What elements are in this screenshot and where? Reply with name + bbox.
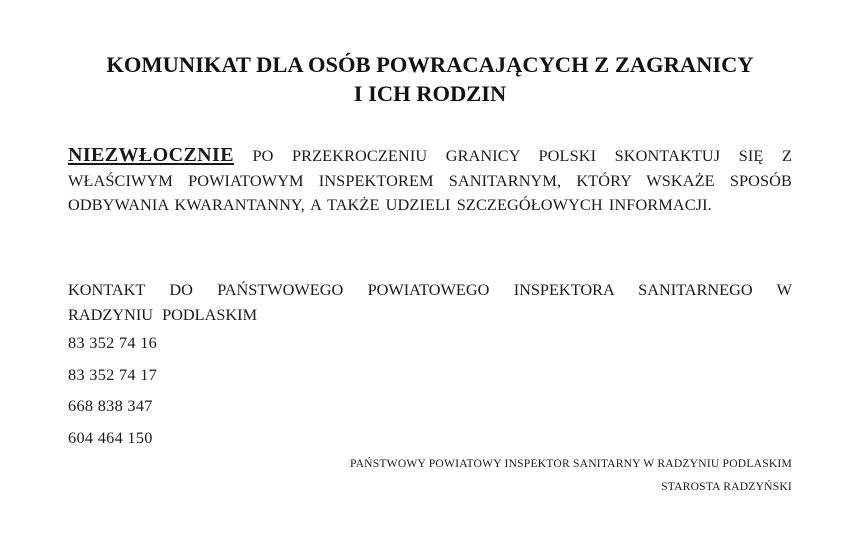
- phone-list: [68, 333, 157, 459]
- phone-number: 604 464 150: [68, 427, 153, 447]
- title-line-1: KOMUNIKAT DLA OSÓB POWRACAJĄCYCH Z ZAGRANICY: [106, 52, 754, 77]
- contact-heading: KONTAKT DO PAŃSTWOWEGO POWIATOWEGO INSPEKTORA SANITARNEGO W RADZYNIU PODLASKIM: [68, 280, 792, 324]
- phone-number: 83 352 74 16: [68, 333, 158, 352]
- notice-text: PO PRZEKROCZENIU GRANICY POLSKI SKONTAKTUJ SIĘ Z WŁAŚCIWYM POWIATOWYM INSPEKTOREM SANITARNYM, KTÓRY WSKAŻE SPOSÓB ODBYWANIA KWARANTANNY, A TAKŻE UDZIELI SZCZEGÓŁOWYCH INFORMACJI.: [68, 146, 792, 214]
- title-line-2: I ICH RODZIN: [353, 81, 507, 106]
- signature-inspector: PAŃSTWOWY POWIATOWY INSPEKTOR SANITARNY W RADZYNIU PODLASKIM: [350, 457, 792, 470]
- notice-paragraph: [68, 143, 792, 218]
- phone-number: 83 352 74 17: [68, 364, 158, 384]
- signature-starosta: STAROSTA RADZYŃSKI: [661, 480, 792, 493]
- phone-number: 668 838 347: [68, 396, 153, 415]
- notice-keyword: NIEZWŁOCZNIE: [68, 144, 234, 166]
- document-title: [40, 50, 820, 108]
